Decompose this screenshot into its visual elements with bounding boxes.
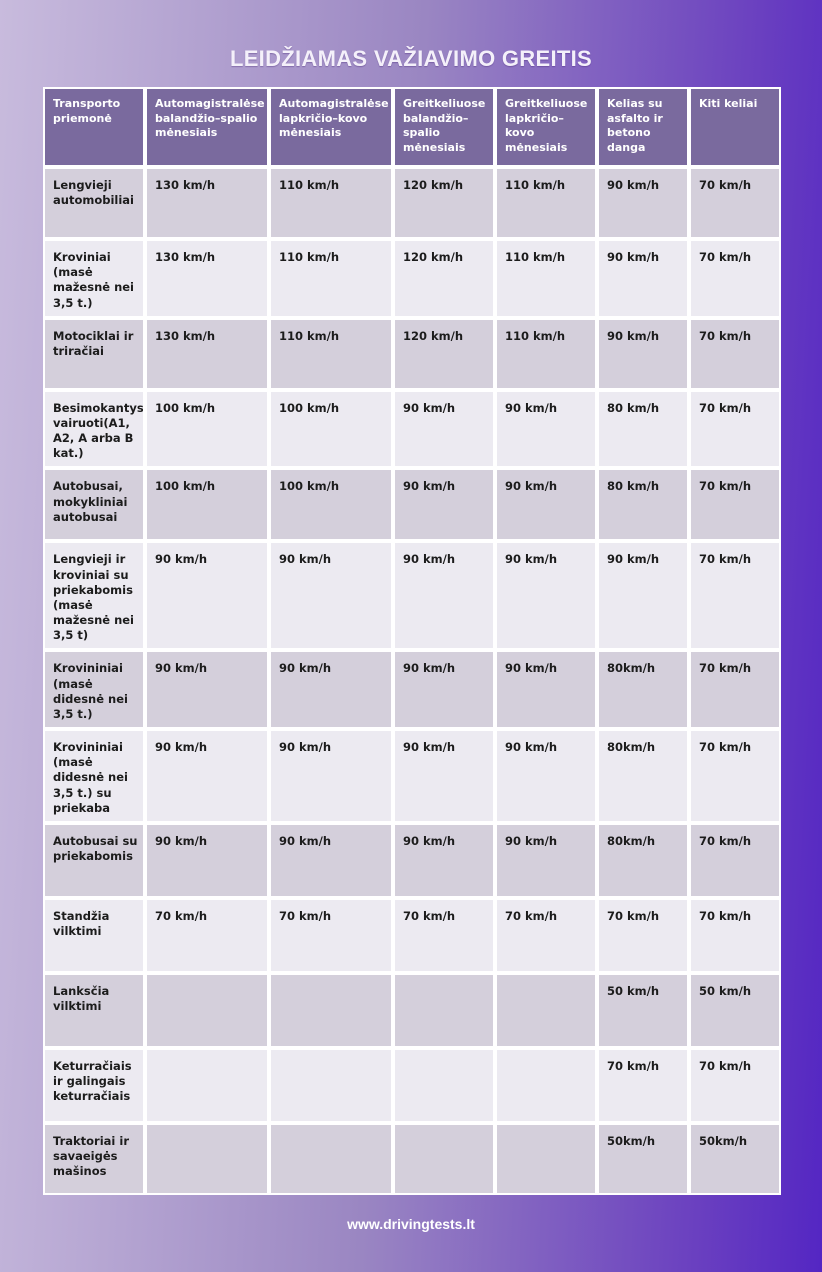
table-row [44, 391, 780, 468]
speed-cell: 70 km/h [690, 319, 780, 389]
speed-cell [146, 1124, 268, 1194]
vehicle-type-cell: Motociklai ir triračiai [44, 319, 144, 389]
speed-cell: 70 km/h [598, 1049, 688, 1122]
speed-cell: 70 km/h [690, 469, 780, 540]
speed-cell: 70 km/h [690, 168, 780, 238]
speed-cell [496, 974, 596, 1047]
speed-cell [496, 1124, 596, 1194]
speed-cell: 90 km/h [394, 542, 494, 649]
table-row [44, 730, 780, 822]
speed-cell: 80 km/h [598, 469, 688, 540]
speed-cell: 80km/h [598, 730, 688, 822]
speed-cell: 90 km/h [598, 542, 688, 649]
table-row [44, 1049, 780, 1122]
speed-cell: 70 km/h [598, 899, 688, 972]
speed-cell: 50km/h [690, 1124, 780, 1194]
speed-cell: 90 km/h [394, 730, 494, 822]
speed-cell: 110 km/h [270, 319, 392, 389]
speed-cell [270, 974, 392, 1047]
vehicle-type-cell: Autobusai, mokykliniai autobusai [44, 469, 144, 540]
speed-cell: 90 km/h [270, 824, 392, 897]
table-row [44, 824, 780, 897]
vehicle-type-cell: Standžia vilktimi [44, 899, 144, 972]
table-row [44, 542, 780, 649]
speed-cell: 90 km/h [496, 730, 596, 822]
speed-cell: 50km/h [598, 1124, 688, 1194]
speed-cell: 90 km/h [496, 542, 596, 649]
speed-cell: 120 km/h [394, 240, 494, 317]
table-row [44, 319, 780, 389]
speed-cell: 70 km/h [690, 824, 780, 897]
speed-cell [146, 1049, 268, 1122]
speed-cell [146, 974, 268, 1047]
speed-cell: 70 km/h [690, 240, 780, 317]
speed-cell [270, 1049, 392, 1122]
table-row [44, 899, 780, 972]
column-header: Automagistralėse balandžio–spalio mėnesiais [146, 88, 268, 166]
table-body [44, 168, 780, 1194]
speed-cell: 90 km/h [146, 651, 268, 728]
speed-cell: 100 km/h [146, 469, 268, 540]
speed-cell: 110 km/h [496, 319, 596, 389]
table-row [44, 240, 780, 317]
vehicle-type-cell: Autobusai su priekabomis [44, 824, 144, 897]
speed-cell: 90 km/h [394, 391, 494, 468]
speed-cell: 80 km/h [598, 391, 688, 468]
speed-cell: 90 km/h [496, 824, 596, 897]
vehicle-type-cell: Lengvieji automobiliai [44, 168, 144, 238]
table-row [44, 469, 780, 540]
speed-cell: 90 km/h [598, 319, 688, 389]
speed-cell: 110 km/h [270, 240, 392, 317]
vehicle-type-cell: Lanksčia vilktimi [44, 974, 144, 1047]
speed-cell: 80km/h [598, 651, 688, 728]
speed-cell: 80km/h [598, 824, 688, 897]
table-row [44, 1124, 780, 1194]
table-row [44, 974, 780, 1047]
speed-cell: 90 km/h [598, 168, 688, 238]
vehicle-type-cell: Keturračiais ir galingais keturračiais [44, 1049, 144, 1122]
speed-cell: 120 km/h [394, 168, 494, 238]
speed-cell: 90 km/h [146, 730, 268, 822]
speed-cell: 90 km/h [496, 651, 596, 728]
speed-cell: 90 km/h [394, 469, 494, 540]
speed-cell: 100 km/h [270, 469, 392, 540]
speed-cell: 120 km/h [394, 319, 494, 389]
table-row [44, 168, 780, 238]
vehicle-type-cell: Traktoriai ir savaeigės mašinos [44, 1124, 144, 1194]
speed-cell: 70 km/h [270, 899, 392, 972]
column-header: Greitkeliuose lapkričio–kovo mėnesiais [496, 88, 596, 166]
vehicle-type-cell: Krovininiai (masė didesnė nei 3,5 t.) [44, 651, 144, 728]
vehicle-type-cell: Lengvieji ir kroviniai su priekabomis (masė mažesnė nei 3,5 t) [44, 542, 144, 649]
website-url: www.drivingtests.lt [347, 1216, 475, 1232]
speed-cell: 90 km/h [146, 542, 268, 649]
speed-cell: 110 km/h [496, 168, 596, 238]
speed-cell: 90 km/h [394, 824, 494, 897]
speed-cell: 90 km/h [598, 240, 688, 317]
column-header: Kelias su asfalto ir betono danga [598, 88, 688, 166]
column-header: Greitkeliuose balandžio–spalio mėnesiais [394, 88, 494, 166]
column-header: Automagistralėse lapkričio–kovo mėnesiais [270, 88, 392, 166]
column-header: Transporto priemonė [44, 88, 144, 166]
speed-cell: 90 km/h [394, 651, 494, 728]
speed-cell: 110 km/h [496, 240, 596, 317]
speed-cell: 70 km/h [690, 899, 780, 972]
speed-cell: 70 km/h [690, 1049, 780, 1122]
speed-cell: 130 km/h [146, 319, 268, 389]
header-row [44, 88, 780, 166]
speed-cell: 90 km/h [270, 542, 392, 649]
speed-cell [394, 1049, 494, 1122]
speed-cell: 70 km/h [690, 651, 780, 728]
speed-cell: 70 km/h [690, 542, 780, 649]
speed-cell [496, 1049, 596, 1122]
table-row [44, 651, 780, 728]
vehicle-type-cell: Kroviniai (masė mažesnė nei 3,5 t.) [44, 240, 144, 317]
speed-cell: 130 km/h [146, 240, 268, 317]
speed-cell: 90 km/h [496, 391, 596, 468]
vehicle-type-cell: Krovininiai (masė didesnė nei 3,5 t.) su priekaba [44, 730, 144, 822]
speed-limits-table [42, 86, 782, 1196]
speed-cell [394, 1124, 494, 1194]
speed-cell: 70 km/h [690, 391, 780, 468]
speed-cell: 90 km/h [270, 651, 392, 728]
speed-cell: 100 km/h [270, 391, 392, 468]
speed-cell: 50 km/h [598, 974, 688, 1047]
speed-cell [270, 1124, 392, 1194]
speed-cell: 50 km/h [690, 974, 780, 1047]
speed-cell: 90 km/h [146, 824, 268, 897]
speed-cell [394, 974, 494, 1047]
column-header: Kiti keliai [690, 88, 780, 166]
speed-cell: 90 km/h [270, 730, 392, 822]
speed-cell: 90 km/h [496, 469, 596, 540]
speed-cell: 70 km/h [394, 899, 494, 972]
vehicle-type-cell: Besimokantys vairuoti(A1, A2, A arba B kat.) [44, 391, 144, 468]
speed-cell: 70 km/h [690, 730, 780, 822]
speed-cell: 110 km/h [270, 168, 392, 238]
speed-cell: 100 km/h [146, 391, 268, 468]
page-title: LEIDŽIAMAS VAŽIAVIMO GREITIS [229, 46, 593, 71]
speed-cell: 70 km/h [496, 899, 596, 972]
speed-cell: 130 km/h [146, 168, 268, 238]
speed-cell: 70 km/h [146, 899, 268, 972]
